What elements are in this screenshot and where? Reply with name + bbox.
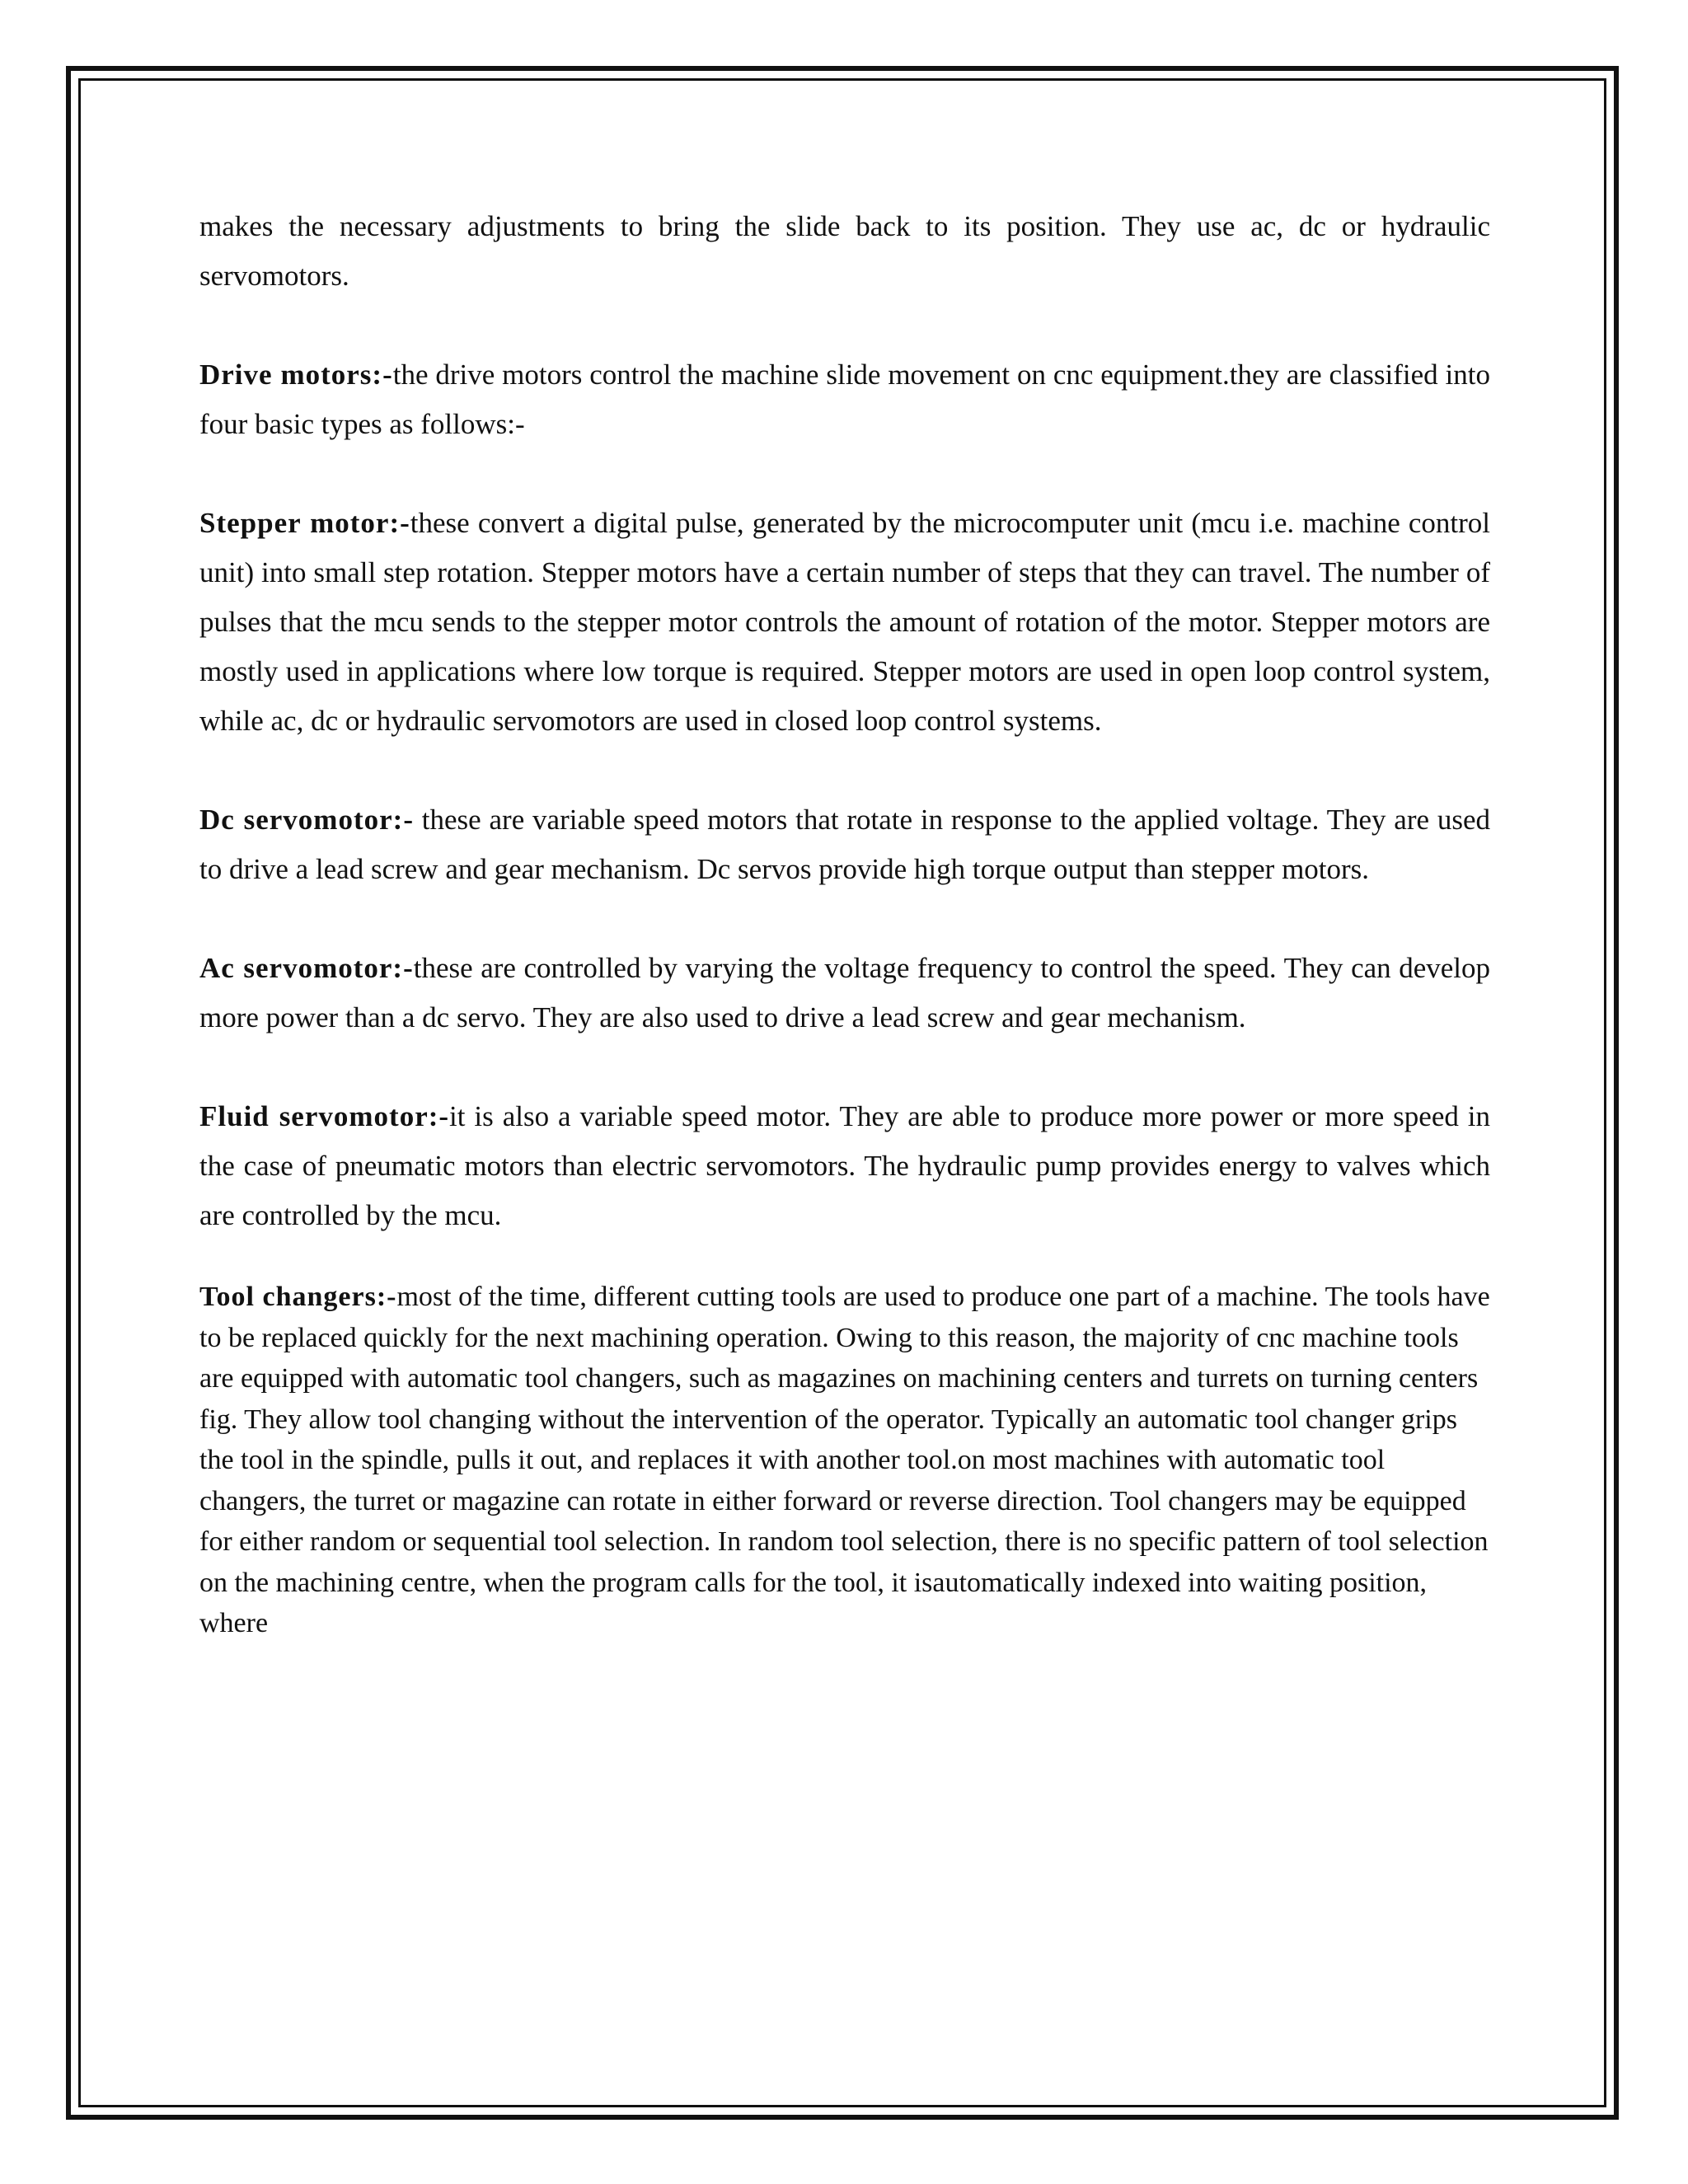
paragraph-text: these are variable speed motors that rotate in response to the applied voltage. They are used to drive a lead screw and gear mechanism. Dc servos provide high torque output than stepper motors. bbox=[199, 804, 1490, 885]
paragraph-text: these convert a digital pulse, generated by the microcomputer unit (mcu i.e. machine control unit) into small step rotation. Stepper motors have a certain number of steps that they can travel. The number of pulses that the mcu sends to the stepper motor controls the amount of rotation of the motor. Stepper motors are mostly used in applications where low torque is required. Stepper motors are used in open loop control system, while ac, dc or hydraulic servomotors are used in closed loop control systems. bbox=[199, 507, 1491, 737]
paragraph-heading: Drive motors:- bbox=[199, 359, 393, 391]
paragraph-gap bbox=[199, 1043, 1490, 1092]
paragraph-text: it is also a variable speed motor. They are able to produce more power or more speed in the case of pneumatic motors than electric servomotors. The hydraulic pump provides energy to valves which are controlled by the mcu. bbox=[199, 1100, 1491, 1231]
paragraph-text: these are controlled by varying the voltage frequency to control the speed. They can develop more power than a dc servo. They are also used to drive a lead screw and gear mechanism. bbox=[199, 952, 1490, 1033]
paragraph-text: the drive motors control the machine slide movement on cnc equipment.they are classified into four basic types as follows:- bbox=[199, 359, 1490, 440]
paragraph-gap bbox=[199, 301, 1490, 350]
paragraph-gap bbox=[199, 746, 1490, 795]
paragraph-dc-servomotor bbox=[199, 795, 1490, 894]
paragraph-heading: Stepper motor:- bbox=[199, 507, 410, 539]
paragraph-gap bbox=[199, 449, 1490, 499]
paragraph-continuation bbox=[199, 202, 1490, 301]
paragraph-heading: Dc servomotor:- bbox=[199, 804, 414, 836]
paragraph-stepper-motor bbox=[199, 499, 1490, 746]
paragraph-heading: Tool changers:- bbox=[199, 1282, 397, 1312]
paragraph-text: most of the time, different cutting tools are used to produce one part of a machine. The tools have to be replaced quickly for the next machining operation. Owing to this reason, the majority of cnc machine tools are equipped with automatic tool changers, such as magazines on machining centers and turrets on turning centers fig. They allow tool changing without the intervention of the operator. Typically an automatic tool changer grips the tool in the spindle, pulls it out, and replaces it with another tool.on most machines with automatic tool changers, the turret or magazine can rotate in either forward or reverse direction. Tool changers may be equipped for either random or sequential tool selection. In random tool selection, there is no specific pattern of tool selection on the machining centre, when the program calls for the tool, it isautomatically indexed into waiting position, where bbox=[199, 1282, 1490, 1638]
paragraph-ac-servomotor bbox=[199, 944, 1490, 1043]
paragraph-heading: Ac servomotor:- bbox=[199, 952, 414, 984]
paragraph-text: makes the necessary adjustments to bring the slide back to its position. They use ac, dc or hydraulic servomotors. bbox=[199, 210, 1490, 292]
paragraph-tool-changers bbox=[199, 1277, 1490, 1644]
paragraph-gap bbox=[199, 1240, 1490, 1277]
paragraph-gap bbox=[199, 894, 1490, 944]
page-content bbox=[199, 202, 1490, 1644]
paragraph-heading: Fluid servomotor:- bbox=[199, 1100, 450, 1132]
paragraph-drive-motors bbox=[199, 350, 1490, 449]
paragraph-fluid-servomotor bbox=[199, 1092, 1490, 1240]
